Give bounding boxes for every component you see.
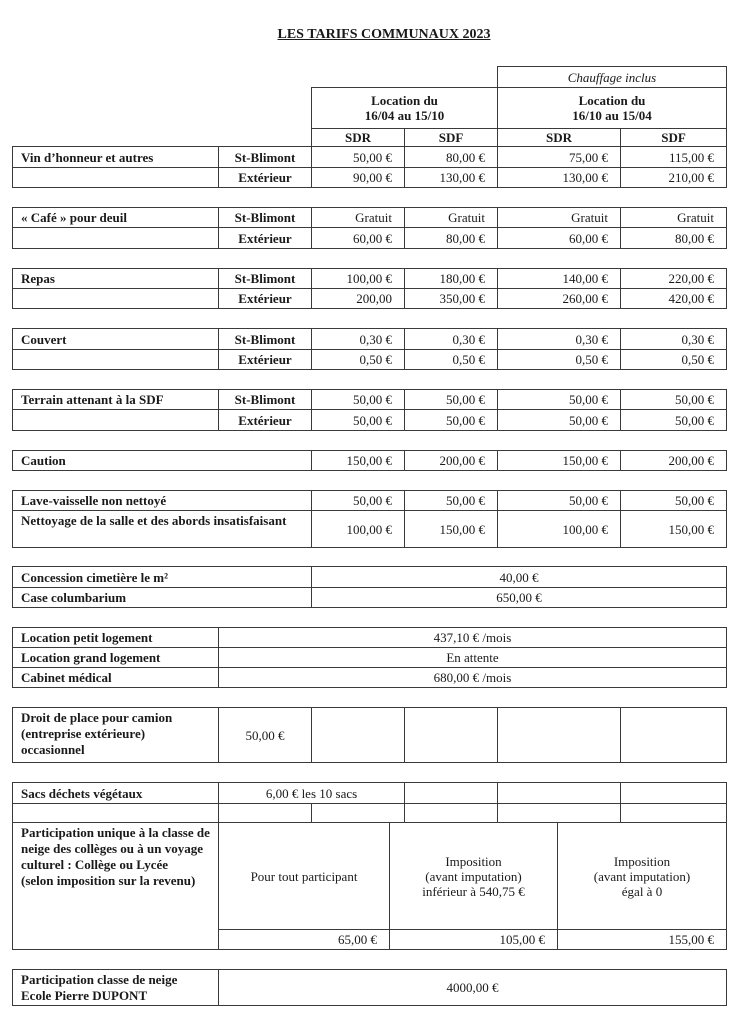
sacs-value: 6,00 € les 10 sacs — [218, 782, 405, 804]
cafe-local-1: Gratuit — [404, 207, 498, 228]
sacs-sub-4 — [497, 803, 621, 823]
couvert-local-1: 0,30 € — [404, 328, 498, 350]
spacer-row — [12, 547, 727, 567]
terrain-local-1: 50,00 € — [404, 389, 498, 410]
spacer-row — [12, 607, 727, 628]
grand-value: En attente — [218, 647, 727, 668]
col-header-2: SDR — [497, 128, 621, 147]
couvert-origin-local: St-Blimont — [218, 328, 312, 350]
cafe-ext-2: 60,00 € — [497, 227, 621, 249]
spacer-row — [12, 430, 727, 451]
couvert-ext-2: 0,50 € — [497, 349, 621, 370]
spacer-row — [12, 949, 727, 970]
droit-empty-2 — [404, 707, 498, 763]
vin-label: Vin d’honneur et autres — [12, 146, 219, 168]
lave-value-1: 50,00 € — [404, 490, 498, 511]
vin-origin-local: St-Blimont — [218, 146, 312, 168]
couvert-ext-1: 0,50 € — [404, 349, 498, 370]
repas-origin-ext: Extérieur — [218, 288, 312, 309]
vin-local-0: 50,00 € — [311, 146, 405, 168]
terrain-label-blank — [12, 409, 219, 431]
participation-col1: Pour tout participant — [218, 822, 390, 930]
concession-label: Concession cimetière le m² — [12, 566, 312, 588]
couvert-label-blank — [12, 349, 219, 370]
case-value: 650,00 € — [311, 587, 727, 608]
col-header-0: SDR — [311, 128, 405, 147]
neige-label: Participation classe de neige Ecole Pierre DUPONT — [12, 969, 219, 1006]
repas-ext-2: 260,00 € — [497, 288, 621, 309]
repas-local-3: 220,00 € — [620, 268, 727, 289]
lave-value-3: 50,00 € — [620, 490, 727, 511]
cafe-origin-local: St-Blimont — [218, 207, 312, 228]
spacer-row — [12, 369, 727, 390]
caution-label: Caution — [12, 450, 312, 471]
repas-origin-local: St-Blimont — [218, 268, 312, 289]
cabinet-label: Cabinet médical — [12, 667, 219, 688]
terrain-ext-0: 50,00 € — [311, 409, 405, 431]
cafe-local-2: Gratuit — [497, 207, 621, 228]
cafe-local-3: Gratuit — [620, 207, 727, 228]
terrain-local-0: 50,00 € — [311, 389, 405, 410]
repas-label-blank — [12, 288, 219, 309]
vin-local-2: 75,00 € — [497, 146, 621, 168]
participation-v1: 65,00 € — [218, 929, 390, 950]
cafe-origin-ext: Extérieur — [218, 227, 312, 249]
cafe-label: « Café » pour deuil — [12, 207, 219, 228]
terrain-ext-2: 50,00 € — [497, 409, 621, 431]
repas-ext-0: 200,00 — [311, 288, 405, 309]
sacs-sub-3 — [404, 803, 498, 823]
vin-ext-3: 210,00 € — [620, 167, 727, 188]
caution-value-3: 200,00 € — [620, 450, 727, 471]
heating-header: Chauffage inclus — [497, 66, 727, 88]
petit-label: Location petit logement — [12, 627, 219, 648]
col-header-1: SDF — [404, 128, 498, 147]
page-title: LES TARIFS COMMUNAUX 2023 — [277, 27, 491, 42]
petit-value: 437,10 € /mois — [218, 627, 727, 648]
sacs-empty-2 — [497, 782, 621, 804]
vin-origin-ext: Extérieur — [218, 167, 312, 188]
spacer-row — [12, 308, 727, 329]
sacs-sub-2 — [311, 803, 405, 823]
sacs-label: Sacs déchets végétaux — [12, 782, 219, 804]
droit-empty-4 — [620, 707, 727, 763]
caution-value-1: 200,00 € — [404, 450, 498, 471]
lave-value-0: 50,00 € — [311, 490, 405, 511]
sacs-empty-3 — [620, 782, 727, 804]
participation-label: Participation unique à la classe de neige des collèges ou à un voyage culturel : Collège ou Lycée (selon imposition sur la revenu) — [12, 822, 219, 950]
terrain-origin-local: St-Blimont — [218, 389, 312, 410]
cafe-ext-1: 80,00 € — [404, 227, 498, 249]
vin-ext-0: 90,00 € — [311, 167, 405, 188]
period2-header: Location du 16/10 au 15/04 — [497, 87, 727, 129]
droit-empty-3 — [497, 707, 621, 763]
couvert-local-3: 0,30 € — [620, 328, 727, 350]
cafe-local-0: Gratuit — [311, 207, 405, 228]
nettoyage-label: Nettoyage de la salle et des abords insatisfaisant — [12, 510, 312, 548]
couvert-ext-3: 0,50 € — [620, 349, 727, 370]
couvert-label: Couvert — [12, 328, 219, 350]
couvert-ext-0: 0,50 € — [311, 349, 405, 370]
cafe-label-blank — [12, 227, 219, 249]
terrain-ext-1: 50,00 € — [404, 409, 498, 431]
participation-v2: 105,00 € — [389, 929, 558, 950]
couvert-local-0: 0,30 € — [311, 328, 405, 350]
nettoyage-value-0: 100,00 € — [311, 510, 405, 548]
sacs-sub-5 — [620, 803, 727, 823]
spacer-row — [12, 470, 727, 491]
couvert-origin-ext: Extérieur — [218, 349, 312, 370]
concession-value: 40,00 € — [311, 566, 727, 588]
terrain-local-2: 50,00 € — [497, 389, 621, 410]
lave-label: Lave-vaisselle non nettoyé — [12, 490, 312, 511]
spacer-row — [12, 687, 727, 708]
neige-value: 4000,00 € — [218, 969, 727, 1006]
repas-ext-1: 350,00 € — [404, 288, 498, 309]
sacs-sub-blank — [12, 803, 219, 823]
sacs-sub-1 — [218, 803, 312, 823]
couvert-local-2: 0,30 € — [497, 328, 621, 350]
participation-col2: Imposition (avant imputation) inférieur à 540,75 € — [389, 822, 558, 930]
cafe-ext-3: 80,00 € — [620, 227, 727, 249]
repas-label: Repas — [12, 268, 219, 289]
spacer-row — [12, 187, 727, 208]
vin-ext-1: 130,00 € — [404, 167, 498, 188]
vin-local-1: 80,00 € — [404, 146, 498, 168]
case-label: Case columbarium — [12, 587, 312, 608]
spacer-row — [12, 248, 727, 269]
caution-value-2: 150,00 € — [497, 450, 621, 471]
repas-local-1: 180,00 € — [404, 268, 498, 289]
spacer-row — [12, 762, 727, 783]
participation-v3: 155,00 € — [557, 929, 727, 950]
droit-empty-1 — [311, 707, 405, 763]
vin-local-3: 115,00 € — [620, 146, 727, 168]
repas-local-2: 140,00 € — [497, 268, 621, 289]
cafe-ext-0: 60,00 € — [311, 227, 405, 249]
col-header-3: SDF — [620, 128, 727, 147]
nettoyage-value-2: 100,00 € — [497, 510, 621, 548]
nettoyage-value-1: 150,00 € — [404, 510, 498, 548]
terrain-local-3: 50,00 € — [620, 389, 727, 410]
terrain-label: Terrain attenant à la SDF — [12, 389, 219, 410]
caution-value-0: 150,00 € — [311, 450, 405, 471]
participation-col3: Imposition (avant imputation) égal à 0 — [557, 822, 727, 930]
repas-ext-3: 420,00 € — [620, 288, 727, 309]
grand-label: Location grand logement — [12, 647, 219, 668]
droit-value: 50,00 € — [218, 707, 312, 763]
lave-value-2: 50,00 € — [497, 490, 621, 511]
vin-label-blank — [12, 167, 219, 188]
terrain-ext-3: 50,00 € — [620, 409, 727, 431]
cabinet-value: 680,00 € /mois — [218, 667, 727, 688]
droit-label: Droit de place pour camion (entreprise extérieure) occasionnel — [12, 707, 219, 763]
repas-local-0: 100,00 € — [311, 268, 405, 289]
tariff-table — [12, 66, 726, 1006]
nettoyage-value-3: 150,00 € — [620, 510, 727, 548]
vin-ext-2: 130,00 € — [497, 167, 621, 188]
sacs-empty-1 — [404, 782, 498, 804]
period1-header: Location du 16/04 au 15/10 — [311, 87, 498, 129]
terrain-origin-ext: Extérieur — [218, 409, 312, 431]
